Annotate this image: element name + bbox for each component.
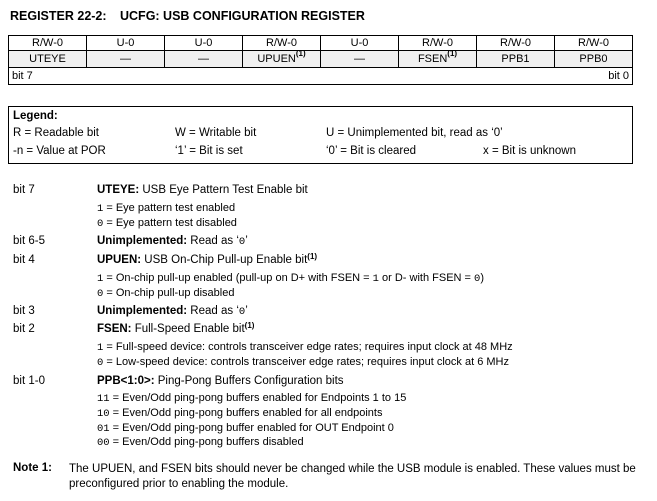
name-bit1: PPB1: [477, 51, 555, 68]
legend-por: -n = Value at POR: [13, 145, 106, 157]
access-bit4: R/W-0: [243, 36, 321, 51]
bit2-heading: FSEN: Full-Speed Enable bit$^{(1)}$: [97, 321, 255, 335]
name-bit0: PPB0: [555, 51, 633, 68]
bit10-heading: PPB<1:0>: Ping-Pong Buffers Configuration bits: [97, 375, 344, 387]
bit10-label: bit 1-0: [13, 375, 45, 387]
name-bit3: —: [321, 51, 399, 68]
access-bit5: U-0: [165, 36, 243, 51]
bit2-value-1: 1 = Full-speed device: controls transceiver edge rates; requires input clock at 48 MHz: [97, 341, 513, 354]
bit7-value-1: 1 = Eye pattern test enabled: [97, 202, 236, 215]
name-row: [9, 51, 633, 68]
register-bit-table: [8, 35, 633, 85]
name-bit6: —: [87, 51, 165, 68]
access-bit7: R/W-0: [9, 36, 87, 51]
footnote-ref: (1): [244, 321, 255, 330]
legend-unimplemented: U = Unimplemented bit, read as ‘0’: [326, 127, 503, 139]
footnote-ref: (1): [295, 49, 306, 58]
name-bit2: FSEN$^{(1)}$: [399, 51, 477, 68]
bit-left: bit 7: [12, 70, 33, 82]
bit7-label: bit 7: [13, 184, 35, 196]
legend-readable: R = Readable bit: [13, 127, 99, 139]
name-bit5: —: [165, 51, 243, 68]
register-name: UCFG: USB CONFIGURATION REGISTER: [120, 9, 365, 23]
legend-box: [8, 106, 633, 164]
register-number: REGISTER 22-2:: [10, 9, 107, 23]
bit7-value-0: 0 = Eye pattern test disabled: [97, 217, 237, 230]
access-bit6: U-0: [87, 36, 165, 51]
bit3-heading: Unimplemented: Read as ‘0’: [97, 305, 248, 318]
bit2-value-0: 0 = Low-speed device: controls transceiver edge rates; requires input clock at 6 MHz: [97, 356, 509, 369]
bit65-label: bit 6-5: [13, 235, 45, 247]
legend-unknown: x = Bit is unknown: [483, 145, 577, 157]
legend-title: Legend:: [13, 110, 58, 122]
footnote-text: The UPUEN, and FSEN bits should never be changed while the USB module is enabled. These values must be preconfigured prior to enabling the module.: [69, 463, 636, 490]
access-bit0: R/W-0: [555, 36, 633, 51]
access-bit1: R/W-0: [477, 36, 555, 51]
footnote-label: Note 1:: [13, 462, 52, 474]
bit4-value-0: 0 = On-chip pull-up disabled: [97, 287, 235, 300]
bit4-label: bit 4: [13, 254, 35, 266]
legend-set: ‘1’ = Bit is set: [175, 145, 243, 157]
bit65-heading: Unimplemented: Read as ‘0’: [97, 235, 248, 248]
ppb-row: 01 = Even/Odd ping-pong buffer enabled for OUT Endpoint 0: [97, 422, 394, 435]
access-bit3: U-0: [321, 36, 399, 51]
footnote-ref: (1): [447, 49, 458, 58]
name-bit4: UPUEN$^{(1)}$: [243, 51, 321, 68]
legend-cleared: ‘0’ = Bit is cleared: [326, 145, 417, 157]
legend-writable: W = Writable bit: [175, 127, 257, 139]
bit7-heading: UTEYE: USB Eye Pattern Test Enable bit: [97, 184, 308, 196]
register-title: [10, 9, 365, 23]
bit4-value-1: 1 = On-chip pull-up enabled (pull-up on D+ with FSEN = 1 or D- with FSEN = 0): [97, 272, 484, 285]
ppb-row: 10 = Even/Odd ping-pong buffers enabled for all endpoints: [97, 407, 383, 420]
bit4-heading: UPUEN: USB On-Chip Pull-up Enable bit$^{(1)}$: [97, 252, 318, 266]
ppb-row: 00 = Even/Odd ping-pong buffers disabled: [97, 436, 304, 449]
bit-range-row: [9, 68, 633, 85]
bit-range: [9, 68, 633, 85]
bit-right: bit 0: [608, 70, 629, 82]
footnote-ref: (1): [307, 252, 318, 261]
ppb-row: 11 = Even/Odd ping-pong buffers enabled for Endpoints 1 to 15: [97, 392, 407, 405]
access-bit2: R/W-0: [399, 36, 477, 51]
name-bit7: UTEYE: [9, 51, 87, 68]
bit3-label: bit 3: [13, 305, 35, 317]
bit2-label: bit 2: [13, 323, 35, 335]
access-row: [9, 36, 633, 51]
